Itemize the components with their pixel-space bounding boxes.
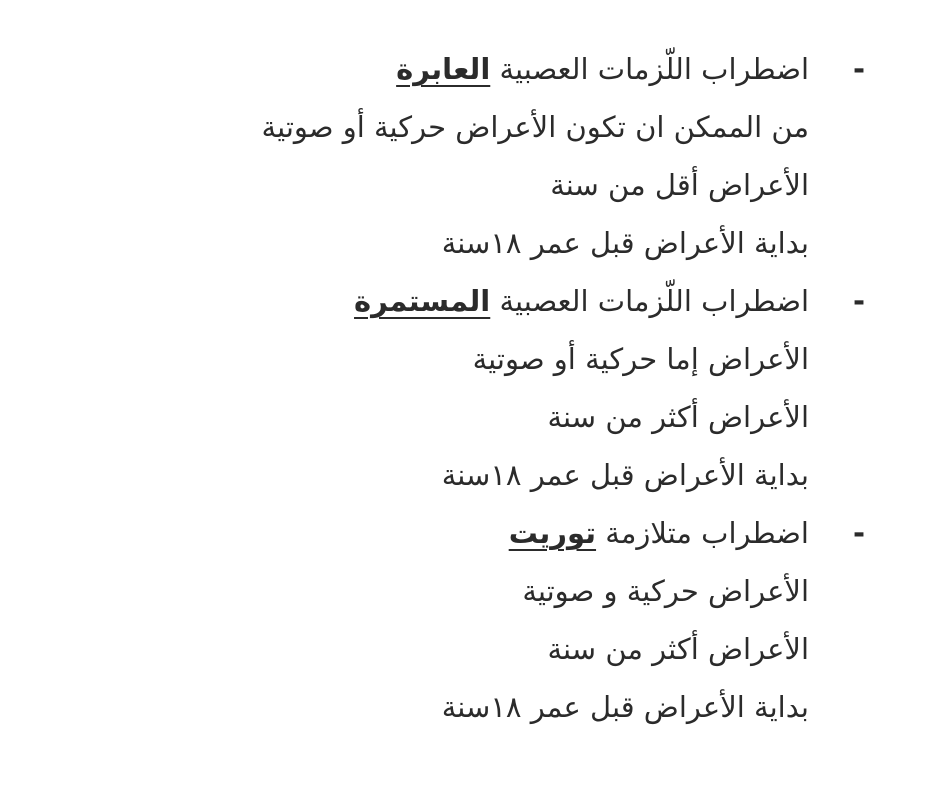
heading-prefix: اضطراب اللّزمات العصبية bbox=[490, 284, 809, 318]
list-bullet: - bbox=[852, 52, 865, 86]
detail-line: الأعراض حركية و صوتية bbox=[522, 574, 809, 608]
detail-line: الأعراض أكثر من سنة bbox=[547, 632, 809, 666]
section-heading-transient bbox=[0, 40, 927, 98]
detail-line: بداية الأعراض قبل عمر ١٨سنة bbox=[441, 690, 809, 724]
heading-prefix: اضطراب متلازمة bbox=[596, 516, 809, 550]
section-heading-persistent bbox=[0, 272, 927, 330]
detail-line: بداية الأعراض قبل عمر ١٨سنة bbox=[441, 226, 809, 260]
heading-emphasis: المستمرة bbox=[354, 284, 491, 318]
list-bullet: - bbox=[852, 284, 865, 318]
detail-line: الأعراض إما حركية أو صوتية bbox=[472, 342, 809, 376]
detail-line: الأعراض أقل من سنة bbox=[550, 168, 809, 202]
heading-prefix: اضطراب اللّزمات العصبية bbox=[490, 52, 809, 86]
section-heading-tourette bbox=[0, 504, 927, 562]
detail-line: الأعراض أكثر من سنة bbox=[547, 400, 809, 434]
list-bullet: - bbox=[852, 516, 865, 550]
document-body bbox=[0, 40, 927, 736]
heading-emphasis: العابرة bbox=[396, 52, 491, 86]
heading-emphasis: توريت bbox=[508, 516, 597, 550]
detail-line: من الممكن ان تكون الأعراض حركية أو صوتية bbox=[261, 110, 809, 144]
detail-line: بداية الأعراض قبل عمر ١٨سنة bbox=[441, 458, 809, 492]
